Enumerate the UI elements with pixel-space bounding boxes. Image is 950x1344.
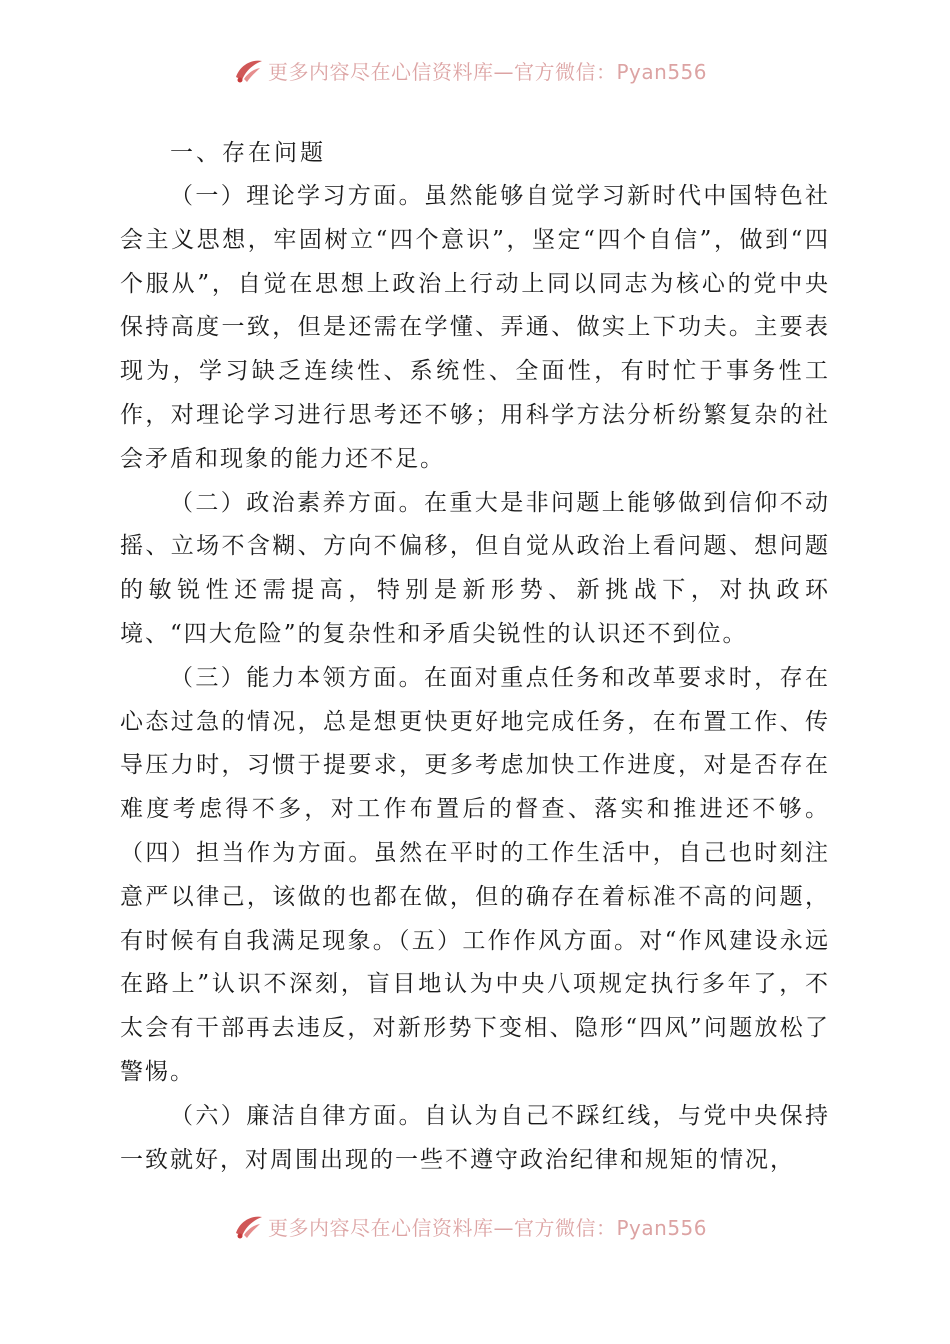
paragraph-political-literacy: （二）政治素养方面。在重大是非问题上能够做到信仰不动摇、立场不含糊、方向不偏移，但自觉从政治上看问题、想问题的敏锐性还需提高，特别是新形势、新挑战下，对执政环境、“四大危险”的复杂性和矛盾尖锐性的认识还不到位。: [120, 489, 830, 647]
section-heading: 一、存在问题: [170, 140, 326, 166]
pen-brush-icon: [232, 1211, 266, 1241]
watermark-banner-bottom: [232, 1208, 732, 1244]
paragraph-theory-study: （一）理论学习方面。虽然能够自觉学习新时代中国特色社会主义思想，牢固树立“四个意识”，坚定“四个自信”，做到“四个服从”，自觉在思想上政治上行动上同以同志为核心的党中央保持高度一致，但是还需在学懂、弄通、做实上下功夫。主要表现为，学习缺乏连续性、系统性、全面性，有时忙于事务性工作，对理论学习进行思考还不够；用科学方法分析纷繁复杂的社会矛盾和现象的能力还不足。: [120, 183, 830, 472]
document-body: [120, 132, 830, 1182]
pen-brush-icon: [232, 55, 266, 85]
paragraph-ability-skills: （三）能力本领方面。在面对重点任务和改革要求时，存在心态过急的情况，总是想更快更好地完成任务，在布置工作、传导压力时，习惯于提要求，更多考虑加快工作进度，对是否存在难度考虑得不多，对工作布置后的督查、落实和推进还不够。（四）担当作为方面。虽然在平时的工作生活中，自己也时刻注意严以律己，该做的也都在做，但的确存在着标准不高的问题，有时候有自我满足现象。（五）工作作风方面。对“作风建设永远在路上”认识不深刻，盲目地认为中央八项规定执行多年了，不太会有干部再去违反，对新形势下变相、隐形“四风”问题放松了警惕。: [120, 664, 830, 1085]
watermark-text: 更多内容尽在心信资料库—官方微信：Pyan556: [268, 59, 708, 84]
paragraph-integrity-self-discipline: （六）廉洁自律方面。自认为自己不踩红线，与党中央保持一致就好，对周围出现的一些不遵守政治纪律和规矩的情况，: [120, 1102, 830, 1173]
watermark-text: 更多内容尽在心信资料库—官方微信：Pyan556: [268, 1215, 708, 1240]
watermark-banner-top: [232, 52, 732, 88]
